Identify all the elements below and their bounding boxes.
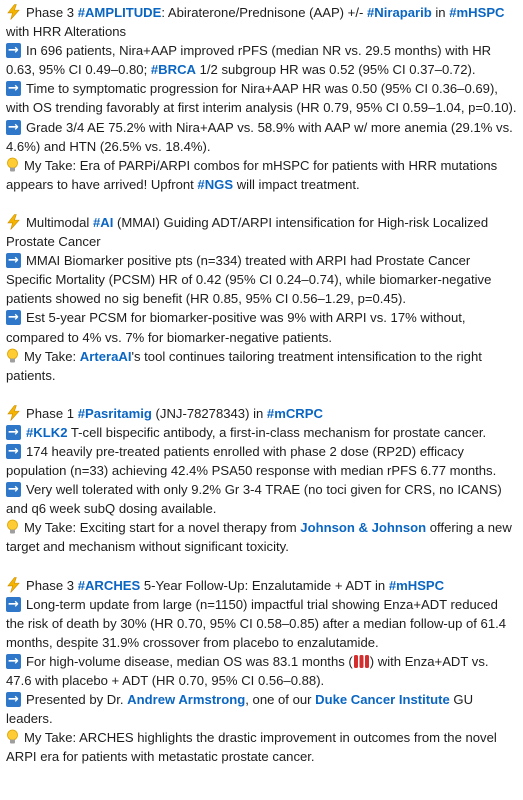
- arrow-right-icon: [6, 253, 21, 268]
- lightbulb-icon: [6, 157, 19, 173]
- mention-johnson-and-johnson[interactable]: Johnson & Johnson: [300, 520, 427, 536]
- lightning-icon: [6, 405, 21, 421]
- bullet-item: →Grade 3/4 AE 75.2% with Nira+AAP vs. 58.9% with AAP w/ more anemia (29.1% vs. 4.6%) and HTN (26.5% vs. 18.4%).: [6, 118, 517, 156]
- bullet-item: →174 heavily pre-treated patients enrolled with phase 2 dose (RP2D) efficacy population (n=33) achieving 42.4% PSA50 response with median rPFS 6.77 months.: [6, 442, 517, 480]
- lightning-icon: [6, 577, 21, 593]
- arrow-right-icon: [6, 597, 21, 612]
- mention-andrew-armstrong[interactable]: Andrew Armstrong: [127, 692, 246, 708]
- hashtag-amplitude[interactable]: #AMPLITUDE: [77, 5, 162, 20]
- red-bars-icon: [353, 654, 370, 669]
- bullet-item: →#KLK2 T-cell bispecific antibody, a first-in-class mechanism for prostate cancer.: [6, 423, 517, 442]
- hashtag-ngs[interactable]: #NGS: [197, 176, 234, 192]
- arrow-right-icon: [6, 81, 21, 96]
- bullet-item: →In 696 patients, Nira+AAP improved rPFS (median NR vs. 29.5 months) with HR 0.63, 95% CI 0.49–0.80; #BRCA 1/2 subgroup HR was 0.52 (95% CI 0.37–0.72).: [6, 41, 517, 79]
- my-take: My Take: ARCHES highlights the drastic improvement in outcomes from the novel ARPI era for patients with metastatic prostate cancer.: [6, 730, 497, 765]
- mention-arteraai[interactable]: ArteraAI: [79, 348, 132, 364]
- section-title: Phase 3 #ARCHES 5-Year Follow-Up: Enzalutamide + ADT in #mHSPC: [6, 576, 517, 595]
- section-title: Multimodal #AI (MMAI) Guiding ADT/ARPI intensification for High-risk Localized Prostate Cancer: [6, 214, 489, 250]
- hashtag-niraparib[interactable]: #Niraparib: [366, 5, 432, 20]
- bullet-item: →Long-term update from large (n=1150) impactful trial showing Enza+ADT reduced the risk of death by 30% (HR 0.70, 95% CI 0.58–0.85) after a median follow-up of 61.4 months, despite 31.9% crossover from placebo to enzalutamide.: [6, 595, 517, 652]
- arrow-right-icon: [6, 310, 21, 325]
- arrow-right-icon: [6, 482, 21, 497]
- my-take: My Take: ArteraAI's tool continues tailoring treatment intensification to the right patients.: [6, 348, 482, 383]
- bullet-item: →Time to symptomatic progression for Nira+AAP HR was 0.50 (95% CI 0.36–0.69), with OS trending favorably at first interim analysis (HR 0.79, 95% CI 0.59–1.04, p=0.10).: [6, 79, 517, 117]
- section-arches: [6, 576, 517, 767]
- lightbulb-icon: [6, 729, 19, 745]
- bullet-item: →For high-volume disease, median OS was 83.1 months ( ) with Enza+ADT vs. 47.6 with placebo + ADT (HR 0.70, 95% CI 0.56–0.88).: [6, 652, 517, 690]
- lightbulb-icon: [6, 519, 19, 535]
- section-title: Phase 1 #Pasritamig (JNJ-78278343) in #mCRPC: [6, 404, 517, 423]
- hashtag-ai[interactable]: #AI: [92, 214, 114, 230]
- lightning-icon: [6, 214, 21, 230]
- my-take: My Take: Era of PARPi/ARPI combos for mHSPC for patients with HRR mutations appears to have arrived! Upfront #NGS will impact treatment.: [6, 157, 498, 192]
- bullet-item: →Presented by Dr. Andrew Armstrong, one of our Duke Cancer Institute GU leaders.: [6, 690, 517, 728]
- arrow-right-icon: [6, 444, 21, 459]
- section-title: Phase 3 #AMPLITUDE: Abiraterone/Prednisone (AAP) +/- #Niraparib in #mHSPC with HRR Alterations: [6, 5, 505, 40]
- hashtag-mhspc[interactable]: #mHSPC: [388, 577, 445, 593]
- arrow-right-icon: [6, 425, 21, 440]
- hashtag-klk2[interactable]: #KLK2: [26, 424, 68, 440]
- hashtag-mcrpc[interactable]: #mCRPC: [266, 405, 323, 421]
- hashtag-arches[interactable]: #ARCHES: [77, 577, 141, 593]
- hashtag-pasritamig[interactable]: #Pasritamig: [77, 405, 152, 421]
- arrow-right-icon: [6, 692, 21, 707]
- arrow-right-icon: [6, 654, 21, 669]
- mention-duke-cancer-institute[interactable]: Duke Cancer Institute: [315, 692, 450, 708]
- bullet-item: →MMAI Biomarker positive pts (n=334) treated with ARPI had Prostate Cancer Specific Mortality (PCSM) HR of 0.42 (95% CI 0.24–0.74), while biomarker-negative patients showed no sig benefit (HR 0.85, 95% CI 0.56–1.29, p=0.45).: [6, 251, 517, 308]
- arrow-right-icon: [6, 120, 21, 135]
- arrow-right-icon: [6, 43, 21, 58]
- lightning-icon: [6, 4, 21, 20]
- section-pasritamig: [6, 404, 517, 557]
- hashtag-mhspc[interactable]: #mHSPC: [449, 5, 505, 20]
- lightbulb-icon: [6, 348, 19, 364]
- bullet-item: →Very well tolerated with only 9.2% Gr 3-4 TRAE (no toci given for CRS, no ICANS) and q6 week subQ dosing available.: [6, 480, 517, 518]
- section-mmai: [6, 213, 517, 385]
- hashtag-brca[interactable]: #BRCA: [150, 62, 196, 78]
- bullet-item: →Est 5-year PCSM for biomarker-positive was 9% with ARPI vs. 17% without, compared to 4% vs. 7% for biomarker-negative patients.: [6, 308, 517, 346]
- my-take: My Take: Exciting start for a novel therapy from Johnson & Johnson offering a new target and mechanism without significant toxicity.: [6, 520, 512, 555]
- section-amplitude: [6, 3, 517, 194]
